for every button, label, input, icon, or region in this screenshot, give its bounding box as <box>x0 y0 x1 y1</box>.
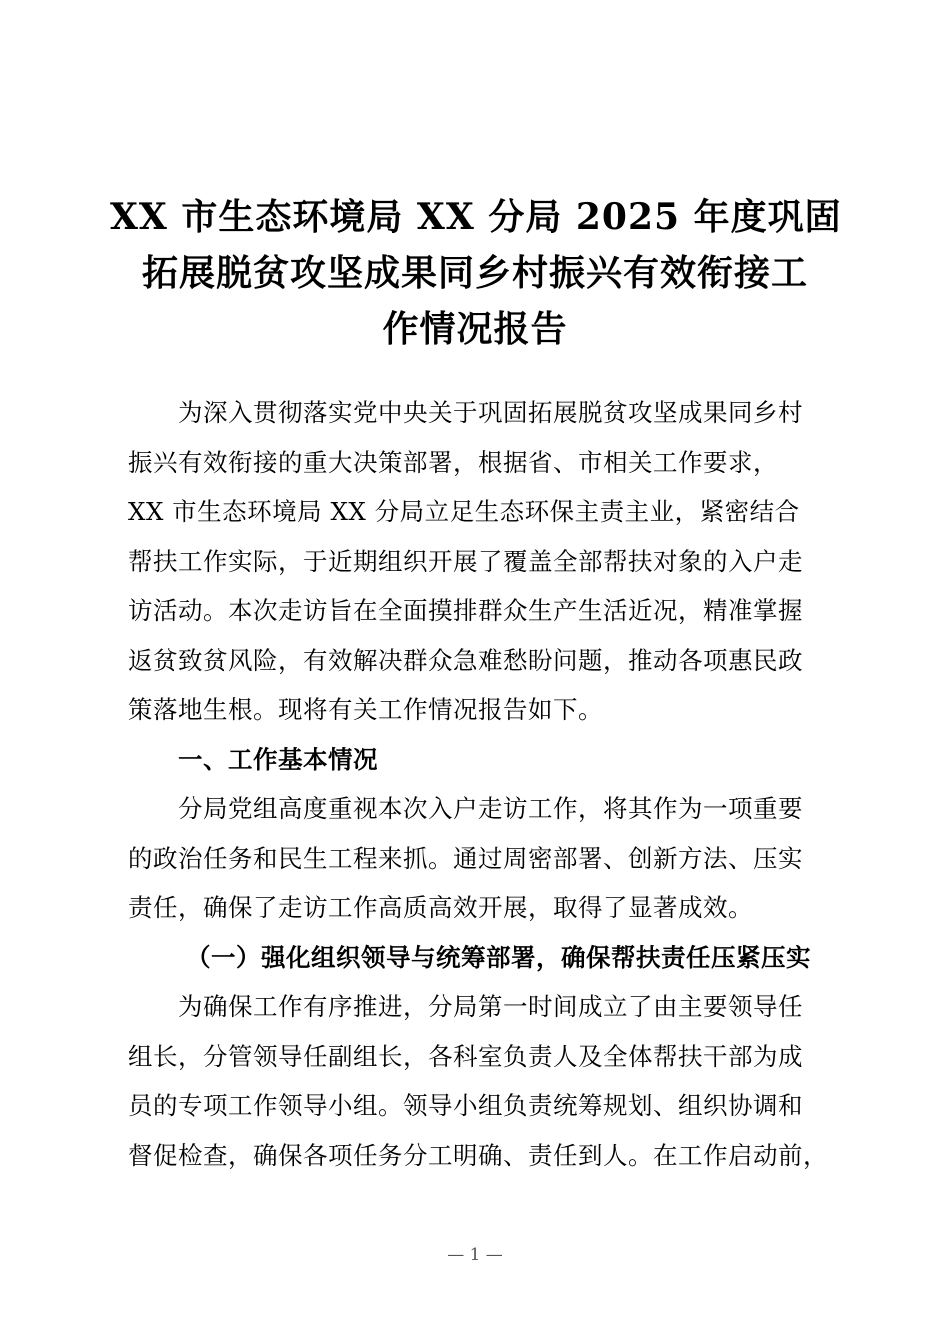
body-line: 为深入贯彻落实党中央关于巩固拓展脱贫攻坚成果同乡村 <box>178 398 803 427</box>
section-heading: 一、工作基本情况 <box>178 744 378 774</box>
subsection-heading: （一）强化组织领导与统筹部署，确保帮扶责任压紧压实 <box>186 942 811 972</box>
title-line: 作情况报告 <box>382 308 568 350</box>
body-line: 责任，确保了走访工作高质高效开展，取得了显著成效。 <box>128 893 753 922</box>
body-line: 返贫致贫风险，有效解决群众急难愁盼问题，推动各项惠民政 <box>128 645 803 675</box>
page-number: — 1 — <box>447 1245 503 1265</box>
body-line: 为确保工作有序推进，分局第一时间成立了由主要领导任 <box>178 992 803 1021</box>
body-line: 员的专项工作领导小组。领导小组负责统筹规划、组织协调和 <box>128 1091 803 1120</box>
title-line: XX 市生态环境局 XX 分局 2025 年度巩固 <box>110 196 842 238</box>
body-line: 组长，分管领导任副组长，各科室负责人及全体帮扶干部为成 <box>128 1041 803 1071</box>
body-line: 策落地生根。现将有关工作情况报告如下。 <box>128 695 603 724</box>
body-line: 督促检查，确保各项任务分工明确、责任到人。在工作启动前， <box>128 1140 828 1170</box>
body-line: 的政治任务和民生工程来抓。通过周密部署、创新方法、压实 <box>128 843 803 873</box>
document-title <box>110 189 840 357</box>
body-line: 访活动。本次走访旨在全面摸排群众生产生活近况，精准掌握 <box>128 596 803 625</box>
body-line: 分局党组高度重视本次入户走访工作，将其作为一项重要 <box>178 794 803 823</box>
body-line: 帮扶工作实际，于近期组织开展了覆盖全部帮扶对象的入户走 <box>128 546 803 576</box>
body-line: XX 市生态环境局 XX 分局立足生态环保主责主业，紧密结合 <box>128 497 800 526</box>
document-body <box>128 388 828 1180</box>
title-line: 拓展脱贫攻坚成果同乡村振兴有效衔接工 <box>141 252 808 294</box>
body-line: 振兴有效衔接的重大决策部署，根据省、市相关工作要求， <box>128 447 778 477</box>
